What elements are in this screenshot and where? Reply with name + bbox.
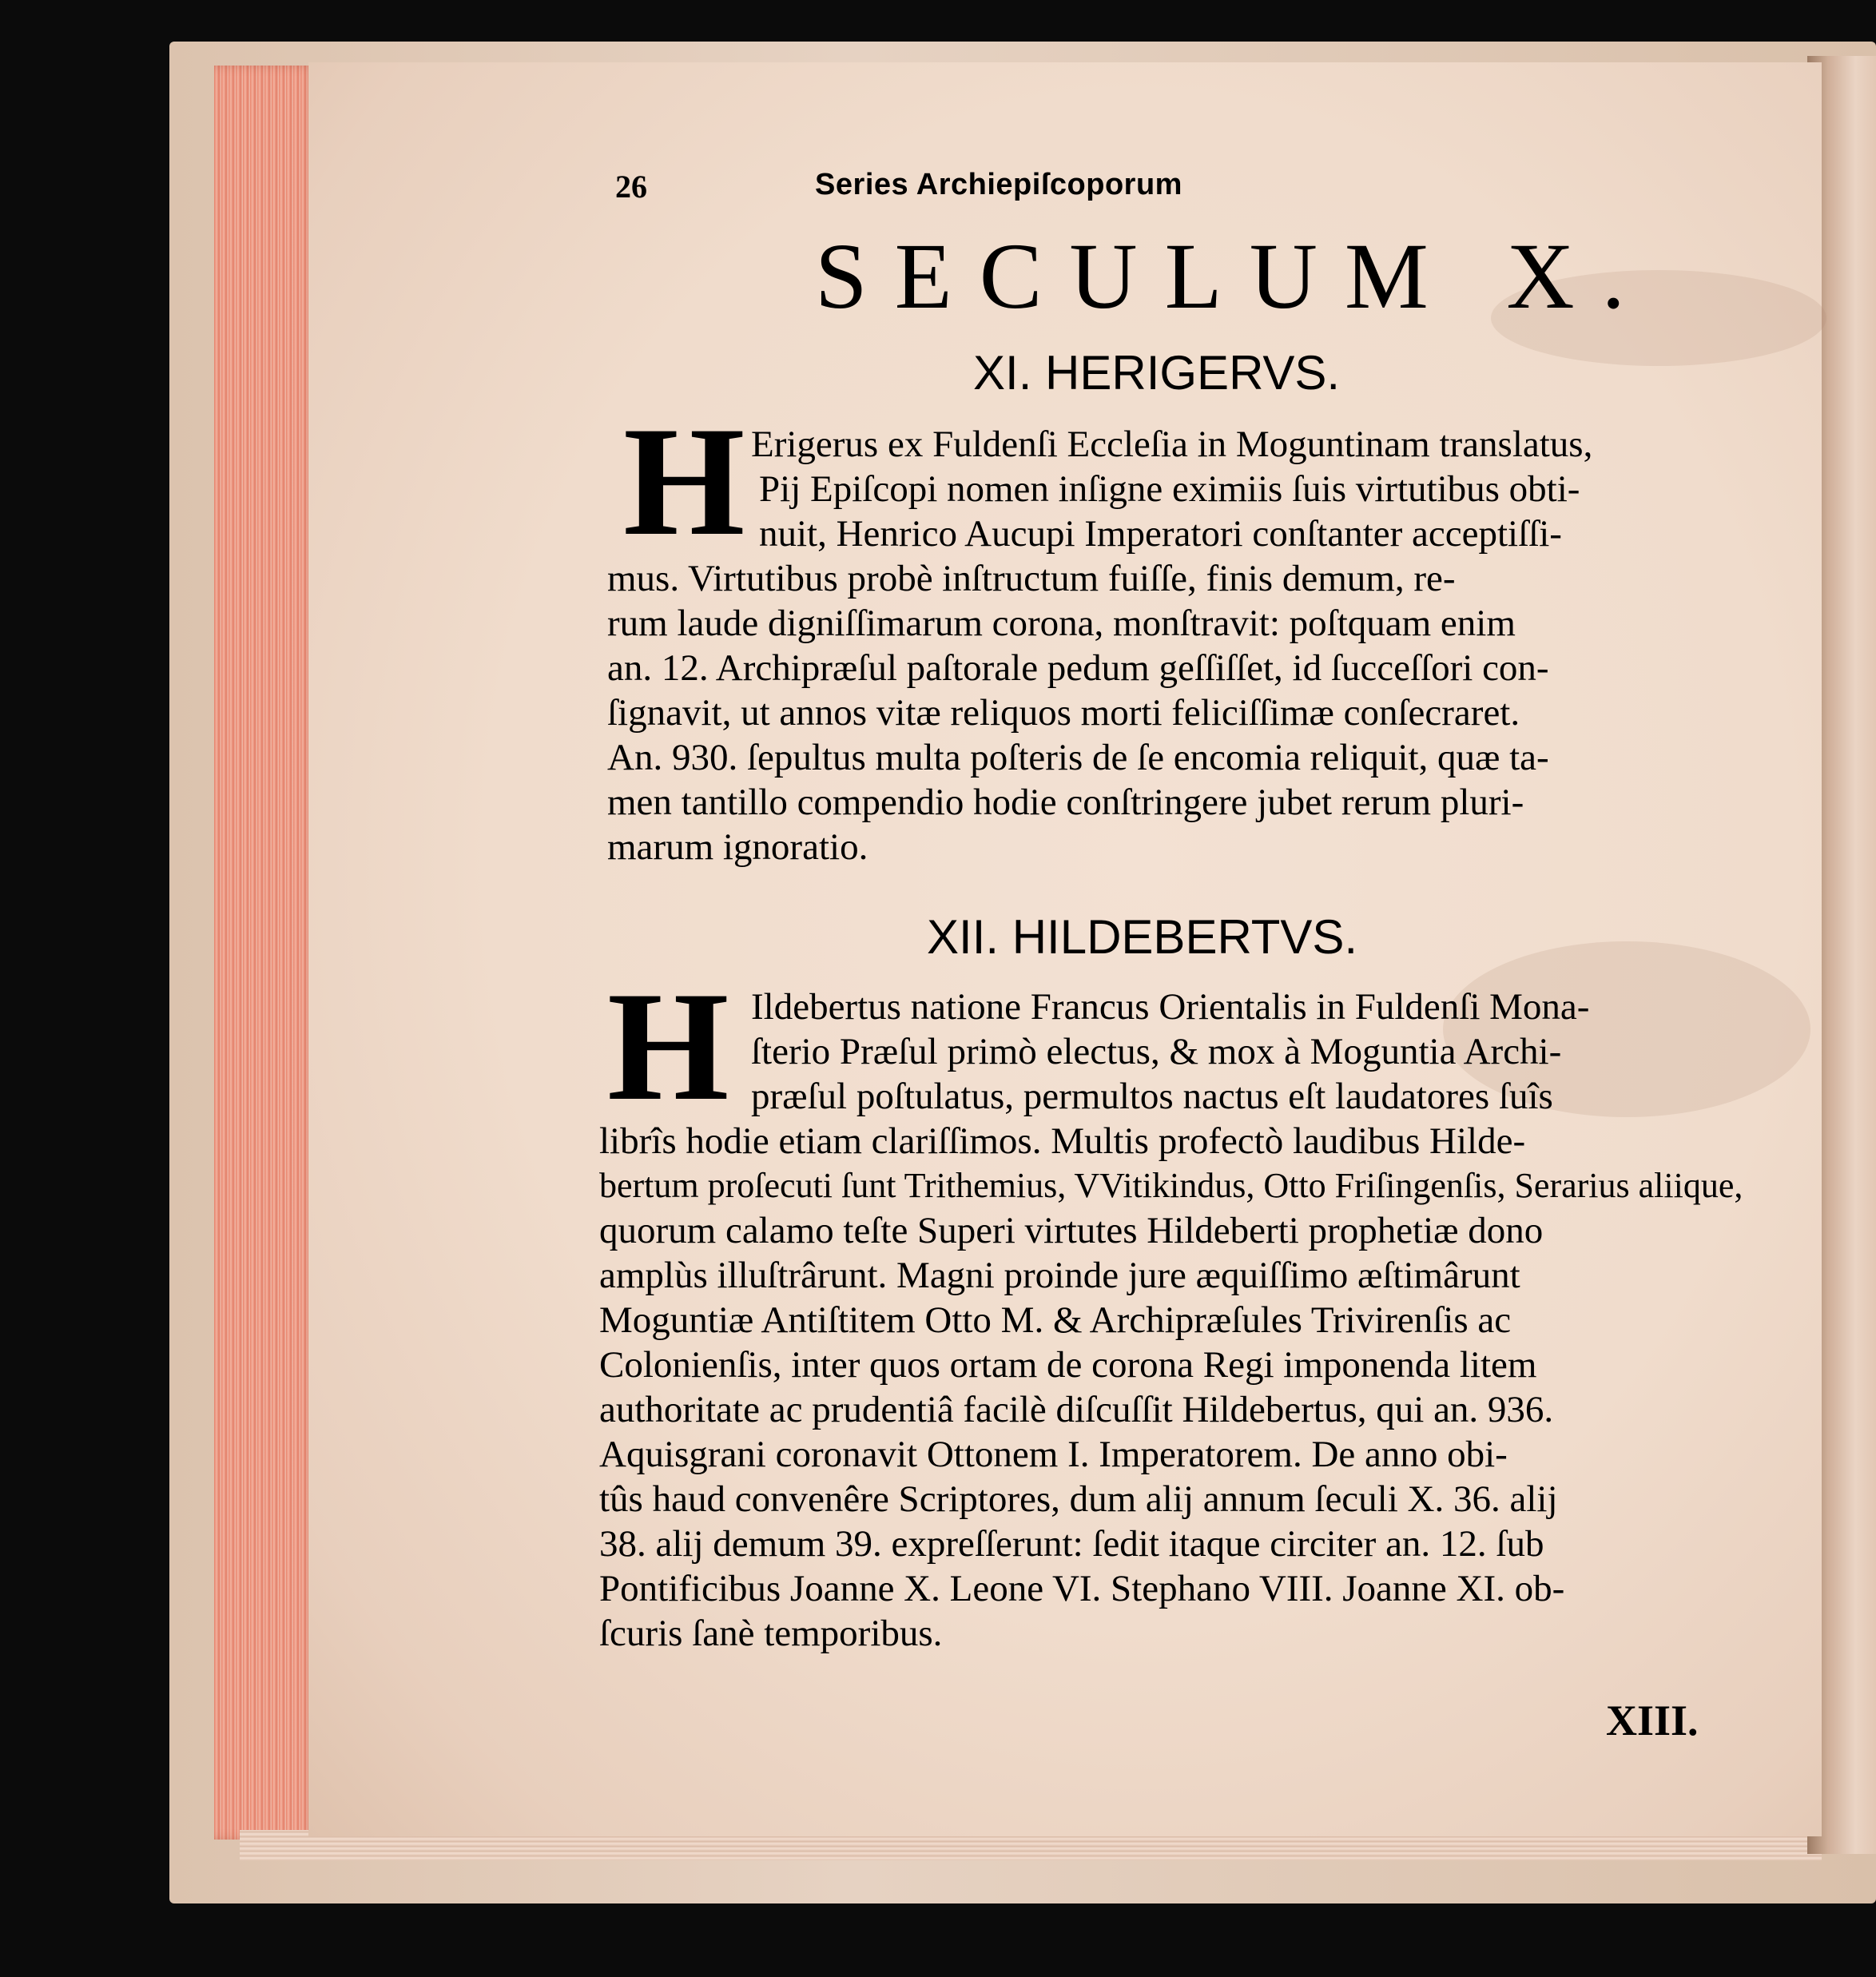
text-line: Pontificibus Joanne X. Leone VI. Stephano VIII. Joanne XI. ob- bbox=[599, 1568, 1565, 1609]
text-line: Erigerus ex Fuldenſi Eccleſia in Moguntinam translatus, bbox=[751, 424, 1593, 465]
page-title: SECULUM X. bbox=[815, 224, 1653, 328]
text-line: authoritate ac prudentiâ facilè diſcuſſit Hildebertus, qui an. 936. bbox=[599, 1389, 1554, 1430]
text-line: quorum calamo teſte Superi virtutes Hildeberti prophetiæ dono bbox=[599, 1210, 1544, 1251]
section-heading-herigervs: XI. HERIGERVS. bbox=[973, 346, 1341, 400]
text-line: Moguntiæ Antiſtitem Otto M. & Archipræſules Trivirenſis ac bbox=[599, 1299, 1512, 1341]
drop-cap-h: H bbox=[623, 395, 745, 568]
red-page-edges bbox=[214, 66, 318, 1840]
text-line: tûs haud convenêre Scriptores, dum alij annum ſeculi X. 36. alij bbox=[599, 1478, 1558, 1520]
text-line: ſterio Præſul primò electus, & mox à Moguntia Archi- bbox=[751, 1031, 1562, 1072]
text-line: Aquisgrani coronavit Ottonem I. Imperatorem. De anno obi- bbox=[599, 1434, 1508, 1475]
text-line: men tantillo compendio hodie conſtringere jubet rerum pluri- bbox=[607, 782, 1524, 823]
text-line: ſignavit, ut annos vitæ reliquos morti feliciſſimæ conſecraret. bbox=[607, 692, 1520, 734]
text-line: 38. alij demum 39. expreſſerunt: ſedit itaque circiter an. 12. ſub bbox=[599, 1523, 1544, 1565]
text-line: amplùs illuſtrârunt. Magni proinde jure æquiſſimo æſtimârunt bbox=[599, 1255, 1520, 1296]
text-line: Colonienſis, inter quos ortam de corona Regi imponenda litem bbox=[599, 1344, 1537, 1386]
running-head: Series Archiepiſcoporum bbox=[815, 168, 1182, 201]
text-line: marum ignoratio. bbox=[607, 826, 868, 868]
drop-cap-h: H bbox=[607, 960, 729, 1133]
text-line: librîs hodie etiam clariſſimos. Multis profectò laudibus Hilde- bbox=[599, 1120, 1526, 1162]
section-heading-hildebertvs: XII. HILDEBERTVS. bbox=[927, 910, 1358, 964]
text-line: bertum proſecuti ſunt Trithemius, VVitikindus, Otto Friſingenſis, Serarius aliique, bbox=[599, 1166, 1743, 1205]
text-line: rum laude digniſſimarum corona, monſtravit: poſtquam enim bbox=[607, 603, 1516, 644]
text-line: nuit, Henrico Aucupi Imperatori conſtanter acceptiſſi- bbox=[759, 513, 1562, 555]
text-line: ſcuris ſanè temporibus. bbox=[599, 1613, 943, 1654]
text-line: Ildebertus natione Francus Orientalis in Fuldenſi Mona- bbox=[751, 986, 1590, 1028]
text-line: an. 12. Archipræſul paſtorale pedum geſſiſſet, id ſucceſſori con- bbox=[607, 647, 1549, 689]
text-line: mus. Virtutibus probè inſtructum fuiſſe, finis demum, re- bbox=[607, 558, 1456, 599]
text-line: præſul poſtulatus, permultos nactus eſt laudatores ſuîs bbox=[751, 1076, 1553, 1117]
catchword: XIII. bbox=[1606, 1697, 1699, 1744]
page-number: 26 bbox=[615, 169, 647, 205]
text-line: Pij Epiſcopi nomen inſigne eximiis ſuis virtutibus obti- bbox=[759, 468, 1580, 510]
text-line: An. 930. ſepultus multa poſteris de ſe encomia reliquit, quæ ta- bbox=[607, 737, 1549, 778]
